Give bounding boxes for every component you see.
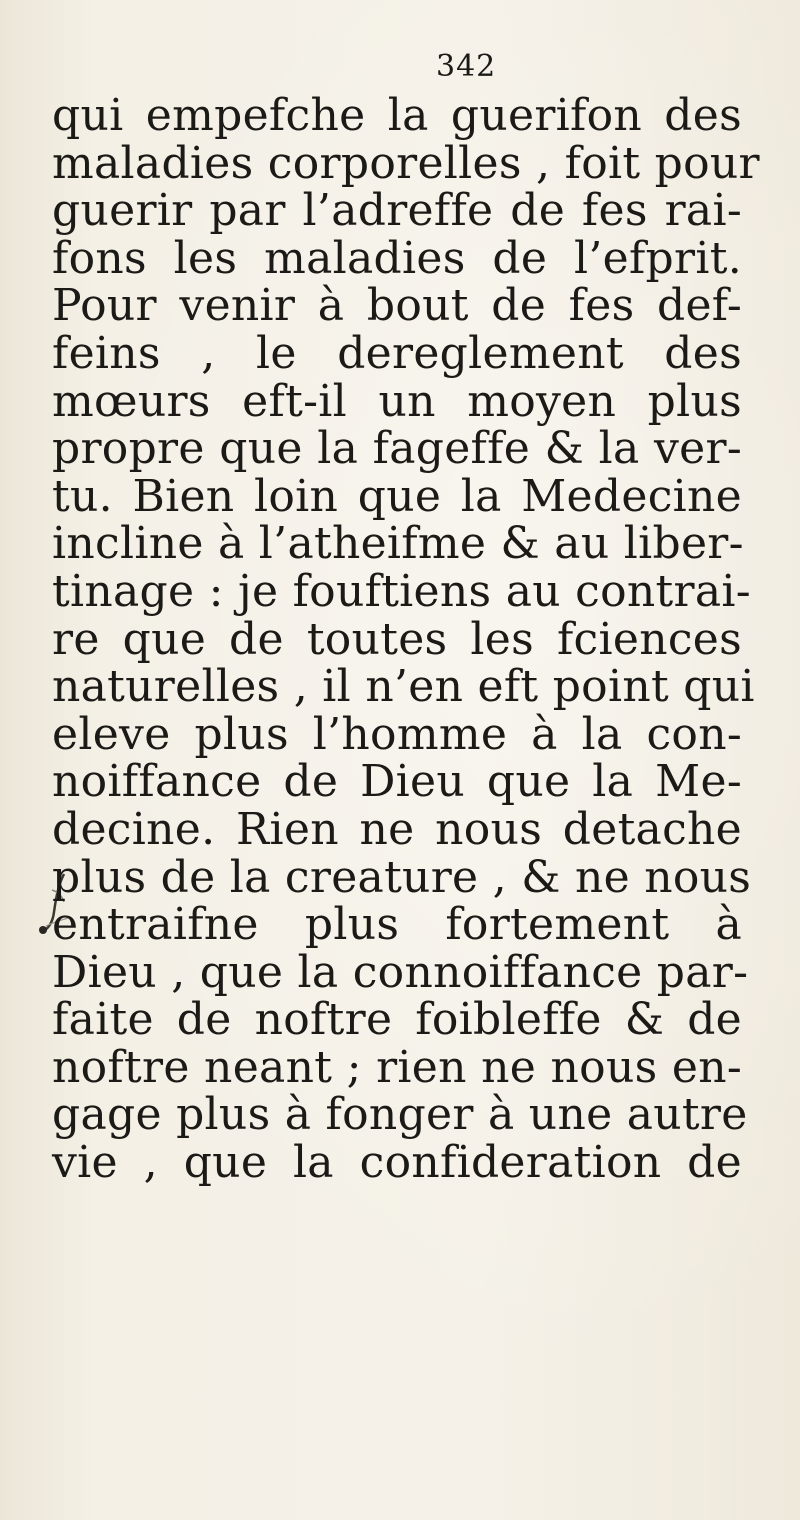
text-line: Pour venir à bout de fes def- <box>52 280 742 332</box>
body-text <box>52 90 760 1189</box>
text-line: tu. Bien loin que la Medecine <box>52 470 742 522</box>
text-line: mœurs eft-il un moyen plus <box>52 375 742 427</box>
text-line: eleve plus l’homme à la con- <box>52 708 742 760</box>
text-line: noiffance de Dieu que la Me- <box>52 756 742 808</box>
text-line: maladies corporelles , foit pour <box>52 137 760 189</box>
text-line: gage plus à fonger à une autre <box>52 1089 748 1141</box>
text-line: Dieu , que la connoiffance par- <box>52 946 749 998</box>
text-line: noftre neant ; rien ne nous en- <box>52 1041 742 1093</box>
text-line: fons les maladies de l’efprit. <box>52 232 742 284</box>
page-number: 342 <box>436 49 497 84</box>
text-line: qui empefche la guerifon des <box>52 90 742 141</box>
text-line: tinage : je fouftiens au contrai- <box>52 565 751 617</box>
text-line: vie , que la confideration de <box>52 1137 742 1189</box>
text-line: faite de noftre foibleffe & de <box>52 994 742 1046</box>
text-line: plus de la creature , & ne nous <box>52 851 752 903</box>
text-line: propre que la fageffe & la ver- <box>52 423 742 475</box>
text-line: feins , le dereglement des <box>52 327 742 379</box>
text-line: decine. Rien ne nous detache <box>52 803 742 855</box>
text-line: entraifne plus fortement à <box>52 899 742 951</box>
text-line: re que de toutes les fciences <box>52 613 742 665</box>
text-line: guerir par l’adreffe de fes rai- <box>52 185 742 237</box>
text-line: naturelles , il n’en eft point qui <box>52 661 755 713</box>
text-line: incline à l’atheifme & au liber- <box>52 518 744 570</box>
